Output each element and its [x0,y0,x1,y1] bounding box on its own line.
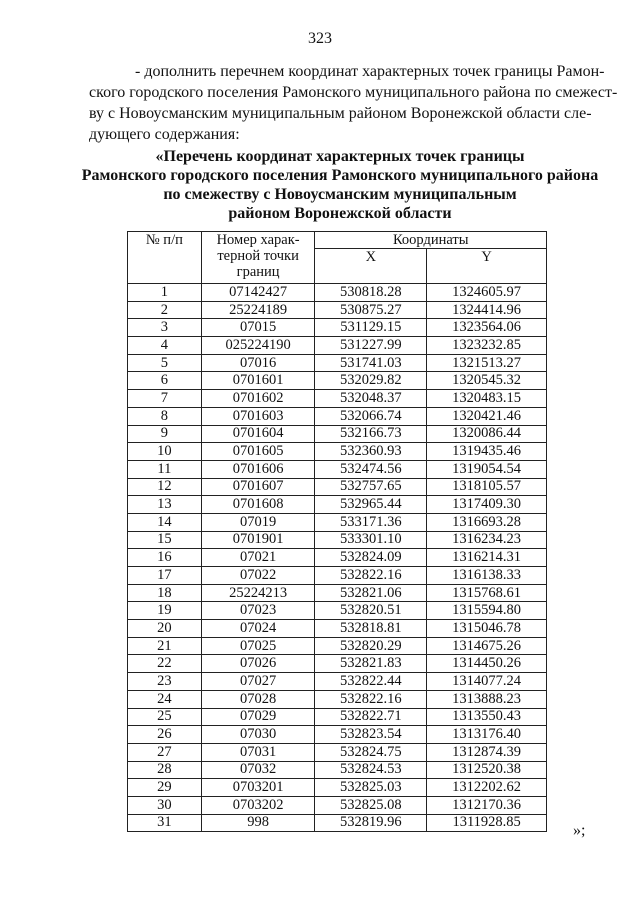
coord-y: 1314077.24 [427,673,547,691]
closing-quote: »; [573,822,586,839]
table-row [128,407,547,425]
row-number: 26 [128,726,202,744]
coord-x: 532965.44 [315,496,427,514]
coord-x: 531129.15 [315,319,427,337]
point-number: 07025 [201,637,315,655]
point-number: 07024 [201,620,315,638]
title-line: «Перечень координат характерных точек границы [155,148,525,165]
coord-x: 532474.56 [315,460,427,478]
table-row [128,620,547,638]
row-number: 12 [128,478,202,496]
point-number: 0701605 [201,443,315,461]
point-number: 0701606 [201,460,315,478]
header-point-line: терной точки [217,248,299,264]
row-number: 20 [128,620,202,638]
coord-x: 532822.16 [315,690,427,708]
table-row [128,690,547,708]
coord-x: 532066.74 [315,407,427,425]
table-row [128,496,547,514]
coord-y: 1313176.40 [427,726,547,744]
coord-y: 1324605.97 [427,284,547,302]
coord-y: 1319054.54 [427,460,547,478]
intro-line: дующего содержания: [89,126,240,143]
point-number: 0701901 [201,531,315,549]
coord-y: 1318105.57 [427,478,547,496]
title-line: по смежеству с Новоусманским муниципальным [163,186,517,203]
table-row [128,478,547,496]
coord-y: 1312520.38 [427,761,547,779]
row-number: 25 [128,708,202,726]
coord-y: 1319435.46 [427,443,547,461]
point-number: 0701603 [201,407,315,425]
coord-y: 1314450.26 [427,655,547,673]
row-number: 2 [128,301,202,319]
point-number: 07029 [201,708,315,726]
row-number: 18 [128,584,202,602]
row-number: 28 [128,761,202,779]
coord-y: 1312874.39 [427,743,547,761]
row-number: 3 [128,319,202,337]
coord-x: 531741.03 [315,354,427,372]
point-number: 07015 [201,319,315,337]
table-row [128,761,547,779]
point-number: 0703202 [201,796,315,814]
point-number: 0701601 [201,372,315,390]
point-number: 025224190 [201,337,315,355]
coord-y: 1323232.85 [427,337,547,355]
point-number: 0701608 [201,496,315,514]
intro-paragraph [89,61,618,145]
table-row [128,390,547,408]
row-number: 6 [128,372,202,390]
point-number: 07142427 [201,284,315,302]
coordinates-table [127,231,547,832]
point-number: 0703201 [201,779,315,797]
point-number: 07021 [201,549,315,567]
coord-x: 532824.53 [315,761,427,779]
coord-x: 532048.37 [315,390,427,408]
table-row [128,796,547,814]
table-row [128,814,547,832]
coord-x: 532819.96 [315,814,427,832]
coord-x: 532821.06 [315,584,427,602]
row-number: 30 [128,796,202,814]
point-number: 07022 [201,567,315,585]
coord-y: 1315594.80 [427,602,547,620]
point-number: 07031 [201,743,315,761]
coord-y: 1312202.62 [427,779,547,797]
coord-x: 532822.71 [315,708,427,726]
coord-x: 531227.99 [315,337,427,355]
coord-x: 532166.73 [315,425,427,443]
table-row [128,460,547,478]
table-row [128,284,547,302]
row-number: 15 [128,531,202,549]
coord-x: 532818.81 [315,620,427,638]
coord-y: 1313888.23 [427,690,547,708]
table-row [128,655,547,673]
coord-x: 533301.10 [315,531,427,549]
title-line: Рамонского городского поселения Рамонского муниципального района [81,167,599,184]
point-number: 07030 [201,726,315,744]
coord-x: 530818.28 [315,284,427,302]
coord-y: 1315768.61 [427,584,547,602]
row-number: 22 [128,655,202,673]
table-row [128,319,547,337]
point-number: 0701607 [201,478,315,496]
coord-x: 532822.44 [315,673,427,691]
table-row [128,602,547,620]
table-row [128,743,547,761]
table-row [128,708,547,726]
point-number: 07016 [201,354,315,372]
coord-x: 532757.65 [315,478,427,496]
coord-y: 1314675.26 [427,637,547,655]
row-number: 4 [128,337,202,355]
row-number: 8 [128,407,202,425]
point-number: 25224213 [201,584,315,602]
coord-y: 1316138.33 [427,567,547,585]
row-number: 27 [128,743,202,761]
header-point-line: границ [236,264,280,280]
row-number: 23 [128,673,202,691]
header-y: Y [427,249,547,284]
coord-x: 532821.83 [315,655,427,673]
coord-x: 532825.08 [315,796,427,814]
coord-y: 1320483.15 [427,390,547,408]
table-row [128,531,547,549]
coord-x: 532824.75 [315,743,427,761]
coord-x: 533171.36 [315,513,427,531]
coord-y: 1312170.36 [427,796,547,814]
header-coordinates: Координаты [315,232,547,249]
coord-y: 1321513.27 [427,354,547,372]
coord-y: 1320545.32 [427,372,547,390]
table-row [128,673,547,691]
header-point-number [201,232,315,284]
title-line: районом Воронежской области [228,205,452,222]
coord-y: 1320421.46 [427,407,547,425]
row-number: 16 [128,549,202,567]
point-number: 07023 [201,602,315,620]
point-number: 25224189 [201,301,315,319]
coord-x: 532825.03 [315,779,427,797]
row-number: 24 [128,690,202,708]
point-number: 998 [201,814,315,832]
coord-y: 1316214.31 [427,549,547,567]
row-number: 19 [128,602,202,620]
table-row [128,425,547,443]
intro-line: ского городского поселения Рамонского муниципального района по смежест- [89,84,618,101]
coord-y: 1324414.96 [427,301,547,319]
coord-y: 1323564.06 [427,319,547,337]
coord-x: 532360.93 [315,443,427,461]
row-number: 13 [128,496,202,514]
intro-line: - дополнить перечнем координат характерных точек границы Рамон- [135,63,605,80]
coord-x: 532820.51 [315,602,427,620]
coord-x: 532822.16 [315,567,427,585]
point-number: 0701604 [201,425,315,443]
coord-x: 532824.09 [315,549,427,567]
table-row [128,779,547,797]
table-row [128,337,547,355]
coord-y: 1313550.43 [427,708,547,726]
row-number: 7 [128,390,202,408]
row-number: 10 [128,443,202,461]
coord-x: 532029.82 [315,372,427,390]
table-row [128,443,547,461]
point-number: 07019 [201,513,315,531]
table-row [128,354,547,372]
table-row [128,513,547,531]
table-row [128,372,547,390]
coord-y: 1316693.28 [427,513,547,531]
table-row [128,726,547,744]
table-row [128,584,547,602]
row-number: 29 [128,779,202,797]
header-x: X [315,249,427,284]
coord-y: 1317409.30 [427,496,547,514]
intro-line: ву с Новоусманским муниципальным районом Воронежской области сле- [89,105,592,122]
table-row [128,549,547,567]
row-number: 14 [128,513,202,531]
coord-x: 532820.29 [315,637,427,655]
row-number: 17 [128,567,202,585]
header-number: № п/п [128,232,202,284]
point-number: 07026 [201,655,315,673]
table-row [128,301,547,319]
row-number: 31 [128,814,202,832]
table-body [128,284,547,832]
row-number: 11 [128,460,202,478]
row-number: 21 [128,637,202,655]
coord-x: 530875.27 [315,301,427,319]
coord-y: 1316234.23 [427,531,547,549]
row-number: 9 [128,425,202,443]
header-point-line: Номер харак- [216,232,300,248]
coord-y: 1311928.85 [427,814,547,832]
table-row [128,637,547,655]
document-title [70,147,610,223]
point-number: 07027 [201,673,315,691]
coord-x: 532823.54 [315,726,427,744]
row-number: 1 [128,284,202,302]
row-number: 5 [128,354,202,372]
table-row [128,567,547,585]
point-number: 0701602 [201,390,315,408]
coord-y: 1315046.78 [427,620,547,638]
page-number: 323 [308,30,332,47]
point-number: 07032 [201,761,315,779]
point-number: 07028 [201,690,315,708]
coord-y: 1320086.44 [427,425,547,443]
